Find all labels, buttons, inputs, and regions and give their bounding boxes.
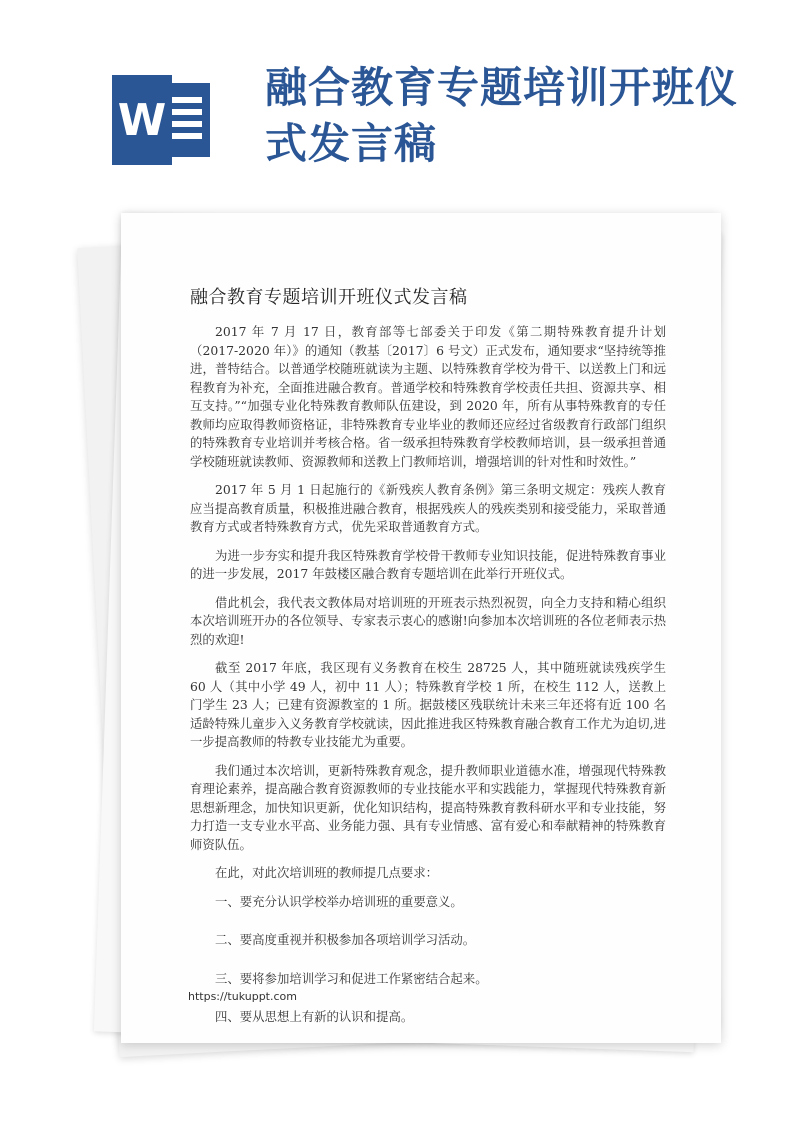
paragraph-1: 2017 年 7 月 17 日，教育部等七部委关于印发《第二期特殊教育提升计划（2017-2020 年）》的通知（教基〔2017〕6 号文）正式发布，通知要求“坚持统等推进，普特结合。以普通学校随班就读为主题、以特殊教育学校为骨干、以送教上门和远程教育为补充，全面推进融合教育。普通学校和特殊教育学校责任共担、资源共享、相互支持。”“加强专业化特殊教育教师队伍建设，到 2020 年，所有从事特殊教育的专任教师均应取得教师资格证，非特殊教育专业毕业的教师还应经过省级教育行政部门组织的特殊教育专业培训并考核合格。省一级承担特殊教育学校教师培训，县一级承担普通学校随班就读教师、资源教师和送教上门教师培训，增强培训的针对性和时效性。” (190, 324, 666, 469)
paragraph-3: 为进一步夯实和提升我区特殊教育学校骨干教师专业知识技能，促进特殊教育事业的进一步发展，2017 年鼓楼区融合教育专题培训在此举行开班仪式。 (190, 547, 666, 581)
paragraph-4: 借此机会，我代表文教体局对培训班的开班表示热烈祝贺，向全力支持和精心组织本次培训班开办的各位领导、专家表示衷心的感谢!向参加本次培训班的各位老师表示热烈的欢迎! (190, 594, 666, 647)
document-page (121, 213, 721, 1043)
requirement-3: 三、要将参加培训学习和促进工作紧密结合起来。 (215, 970, 488, 986)
requirement-4: 四、要从思想上有新的认识和提高。 (215, 1009, 414, 1024)
word-icon-letter: W (117, 95, 167, 146)
footer-url: https://tukuppt.com (188, 990, 297, 1003)
document-body (190, 323, 666, 1047)
paragraph-6: 我们通过本次培训，更新特殊教育观念，提升教师职业道德水准，增强现代特殊教育理论素养，提高融合教育资源教师的专业技能水平和实践能力，掌握现代特殊教育新思想新理念，加快知识更新，优化知识结构，提高特殊教育教科研水平和专业技能，努力打造一支专业水平高、业务能力强、具有专业情感、富有爱心和奉献精神的特殊教育师资队伍。 (190, 762, 666, 852)
word-document-icon (112, 75, 212, 165)
requirement-1: 一、要充分认识学校举办培训班的重要意义。 (215, 893, 463, 909)
document-title: 融合教育专题培训开班仪式发言稿 (190, 287, 468, 308)
paragraph-2: 2017 年 5 月 1 日起施行的《新残疾人教育条例》第三条明文规定：残疾人教育应当提高教育质量，积极推进融合教育，根据残疾人的残疾类别和接受能力，采取普通教育方式或者特殊教育方式，优先采取普通教育方式。 (190, 482, 666, 534)
paragraph-5: 截至 2017 年底，我区现有义务教育在校生 28725 人，其中随班就读残疾学生 60 人（其中小学 49 人，初中 11 人）；特殊教育学校 1 所，在校生 112 人，送教上门学生 23 人；已建有资源教室的 1 所。据鼓楼区残联统计未来三年还将有近 100 名适龄特殊儿童步入义务教育学校就读，因此推进我区特殊教育融合教育工作尤为迫切,进一步提高教师的特教专业技能尤为重要。 (190, 660, 666, 749)
paragraph-7: 在此，对此次培训班的教师提几点要求： (215, 865, 439, 880)
page-title: 融合教育专题培训开班仪式发言稿 (265, 63, 739, 168)
requirement-2: 二、要高度重视并积极参加各项培训学习活动。 (215, 932, 476, 947)
header (0, 0, 800, 190)
